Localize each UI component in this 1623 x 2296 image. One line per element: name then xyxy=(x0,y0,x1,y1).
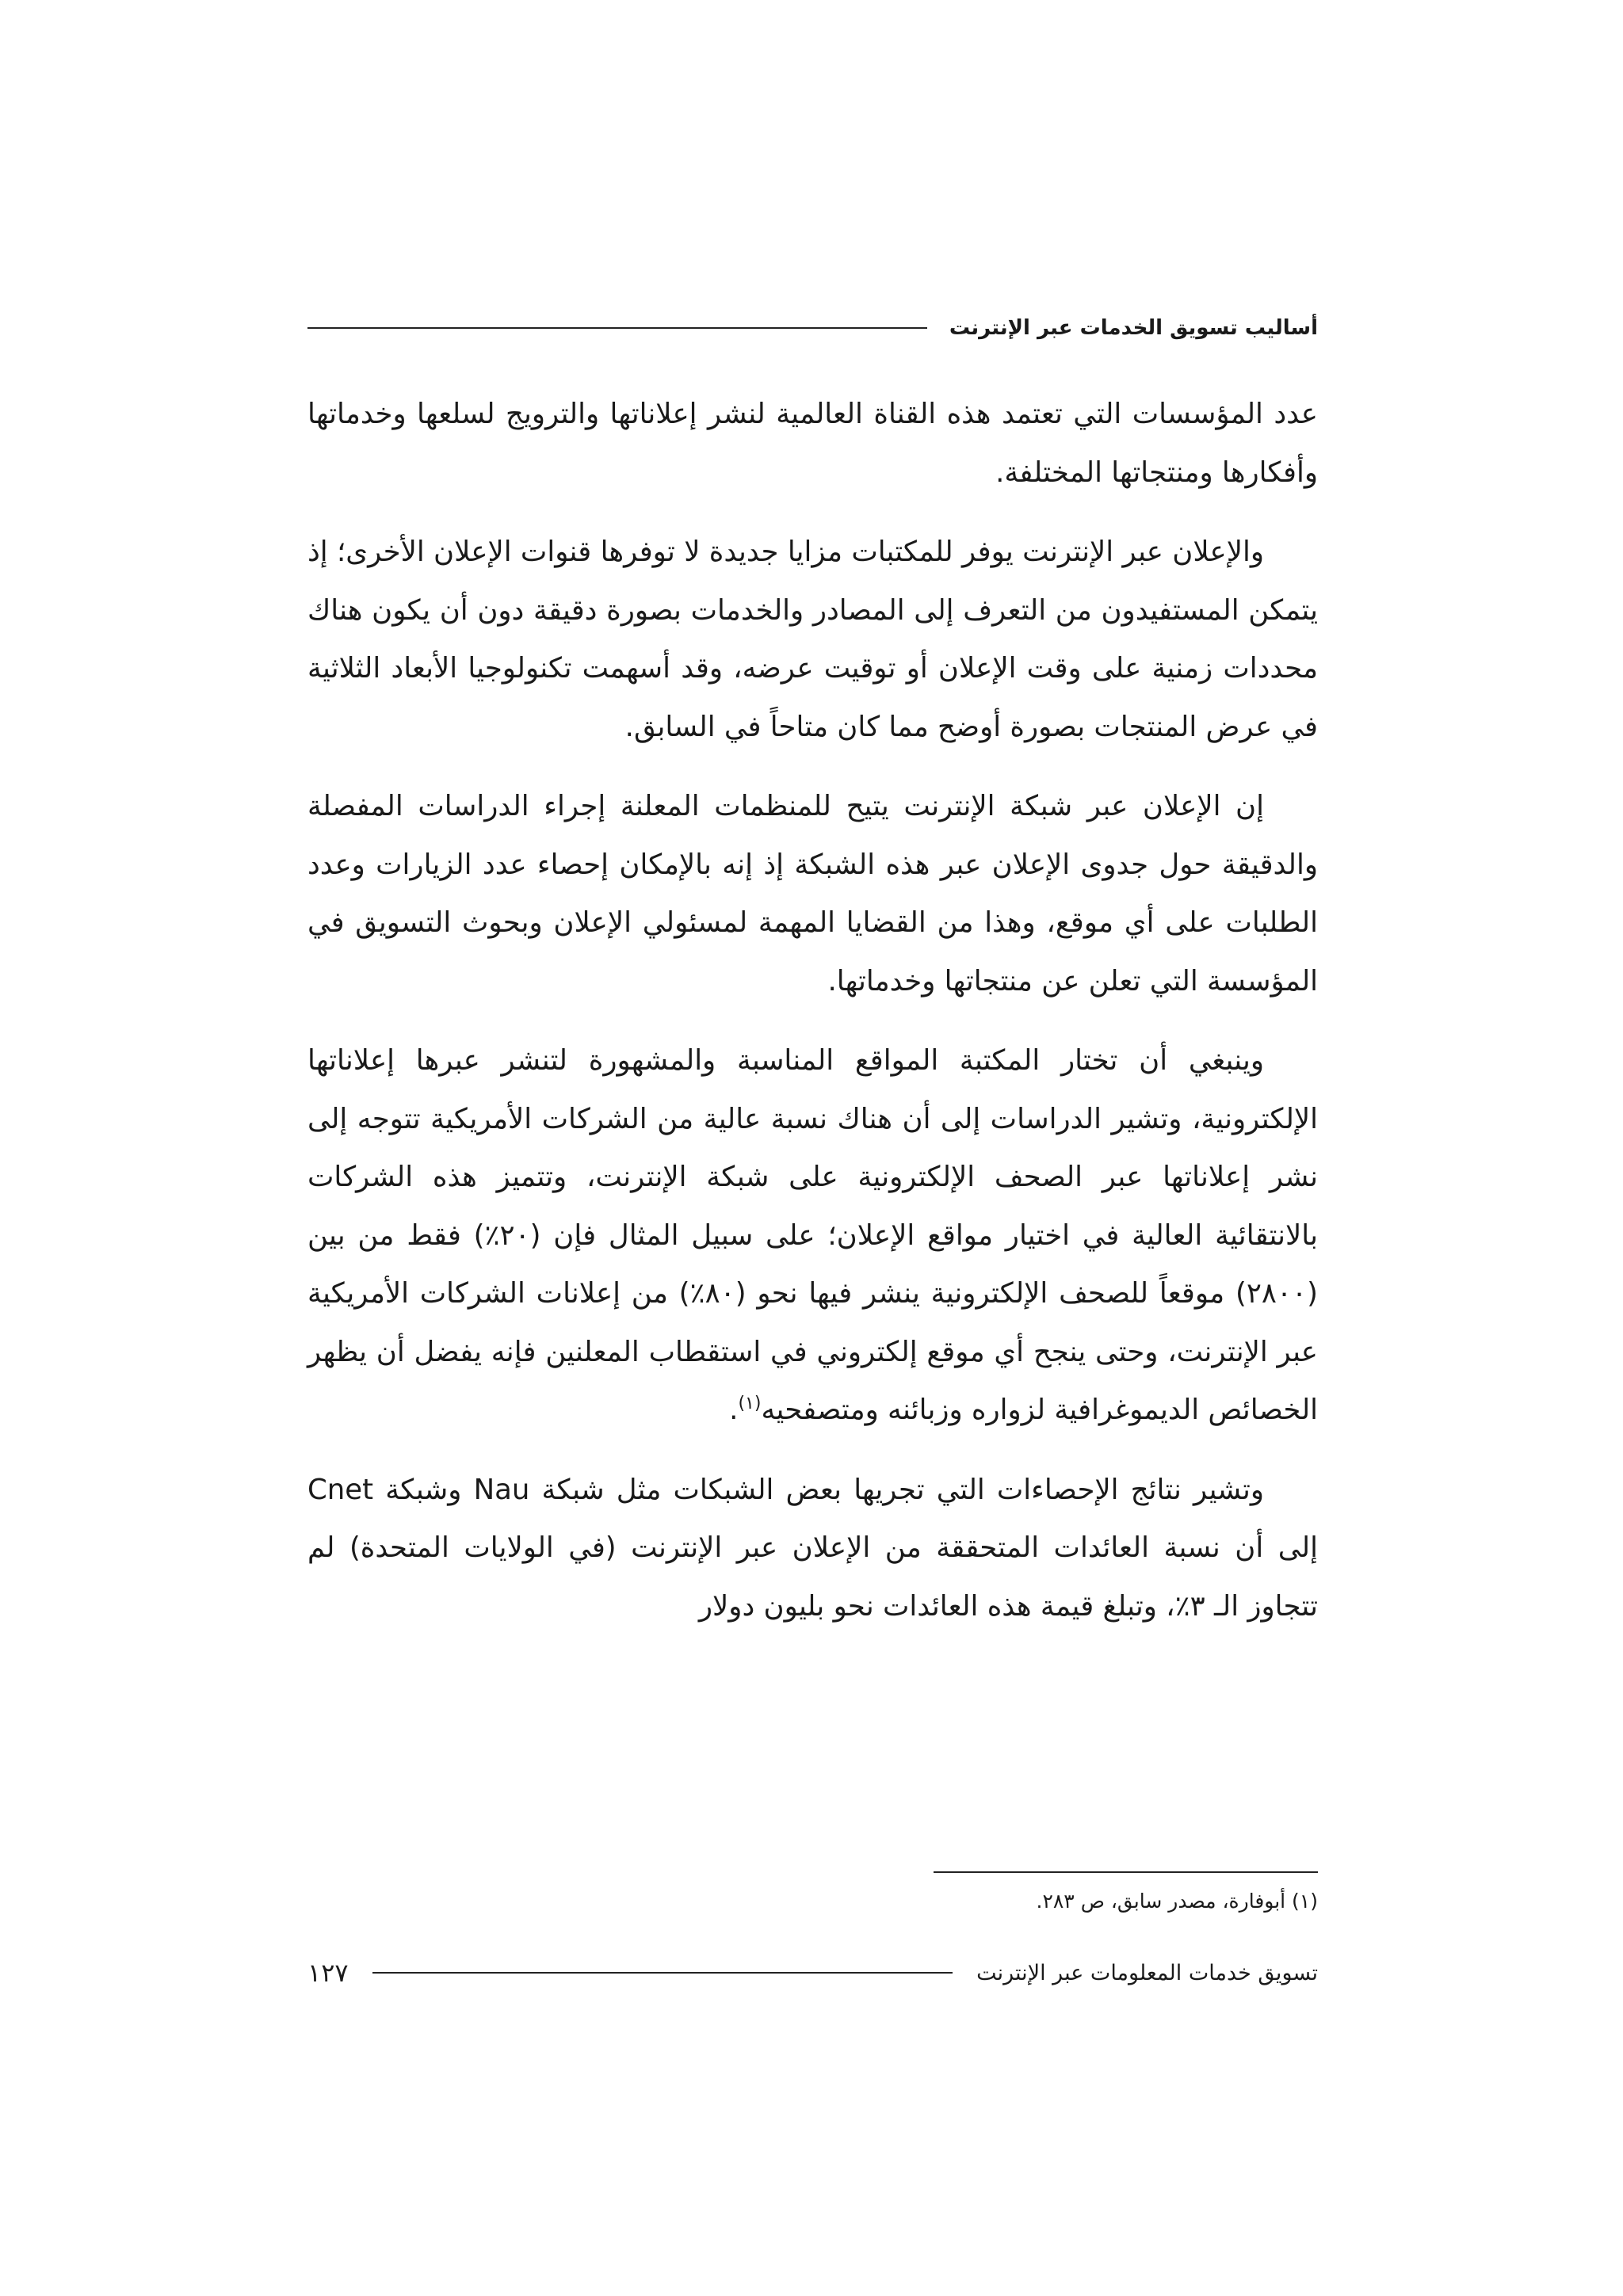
paragraph-online-ad-advantages: والإعلان عبر الإنترنت يوفر للمكتبات مزايا جديدة لا توفرها قنوات الإعلان الأخرى؛ إذ يتمكن المستفيدون من التعرف إلى المصادر والخدمات بصورة دقيقة دون أن يكون هناك محددات زمنية على وقت الإعلان أو توقيت عرضه، وقد أسهمت تكنولوجيا الأبعاد الثلاثية في عرض المنتجات بصورة أوضح مما كان متاحاً في السابق. xyxy=(307,536,1318,743)
paragraph-continuation: عدد المؤسسات التي تعتمد هذه القناة العالمية لنشر إعلاناتها والترويج لسلعها وخدماتها وأفكارها ومنتجاتها المختلفة. xyxy=(307,398,1318,489)
page-number: ١٢٧ xyxy=(307,1958,349,1988)
body-text xyxy=(307,385,1318,1657)
footer-rule xyxy=(372,1972,953,1974)
footnote: (١) أبوفارة، مصدر سابق، ص ٢٨٣. xyxy=(1036,1890,1318,1913)
running-footer xyxy=(307,1949,1318,1997)
running-header xyxy=(307,304,1318,352)
chapter-title: أساليب تسويق الخدمات عبر الإنترنت xyxy=(949,316,1318,340)
paragraph-site-selection xyxy=(307,1032,1318,1440)
footnote-reference: (١) xyxy=(738,1394,762,1414)
header-rule xyxy=(307,327,927,329)
paragraph-ad-measurement: إن الإعلان عبر شبكة الإنترنت يتيح للمنظمات المعلنة إجراء الدراسات المفصلة والدقيقة حول جدوى الإعلان عبر هذه الشبكة إذ إنه بالإمكان إحصاء عدد الزيارات وعدد الطلبات على أي موقع، وهذا من القضايا المهمة لمسئولي الإعلان وبحوث التسويق في المؤسسة التي تعلن عن منتجاتها وخدماتها. xyxy=(307,790,1318,997)
sentence-end: . xyxy=(729,1394,739,1426)
paragraph-revenue-statistics: وتشير نتائج الإحصاءات التي تجريها بعض الشبكات مثل شبكة Nau وشبكة Cnet إلى أن نسبة العائدات المتحققة من الإعلان عبر الإنترنت (في الولايات المتحدة) لم تتجاوز الـ ٣٪، وتبلغ قيمة هذه العائدات نحو بليون دولار xyxy=(307,1473,1318,1623)
book-title: تسويق خدمات المعلومات عبر الإنترنت xyxy=(976,1960,1318,1985)
footnote-rule xyxy=(934,1871,1318,1873)
paragraph-site-selection-text: وينبغي أن تختار المكتبة المواقع المناسبة والمشهورة لتنشر عبرها إعلاناتها الإلكترونية، وتشير الدراسات إلى أن هناك نسبة عالية من الشركات الأمريكية تتوجه إلى نشر إعلاناتها عبر الصحف الإلكترونية على شبكة الإنترنت، وتتميز هذه الشركات بالانتقائية العالية في اختيار مواقع الإعلان؛ على سبيل المثال فإن (٢٠٪) فقط من بين (٢٨٠٠) موقعاً للصحف الإلكترونية ينشر فيها نحو (٨٠٪) من إعلانات الشركات الأمريكية عبر الإنترنت، وحتى ينجح أي موقع إلكتروني في استقطاب المعلنين فإنه يفضل أن يظهر الخصائص الديموغرافية لزواره وزبائنه ومتصفحيه xyxy=(307,1044,1318,1426)
